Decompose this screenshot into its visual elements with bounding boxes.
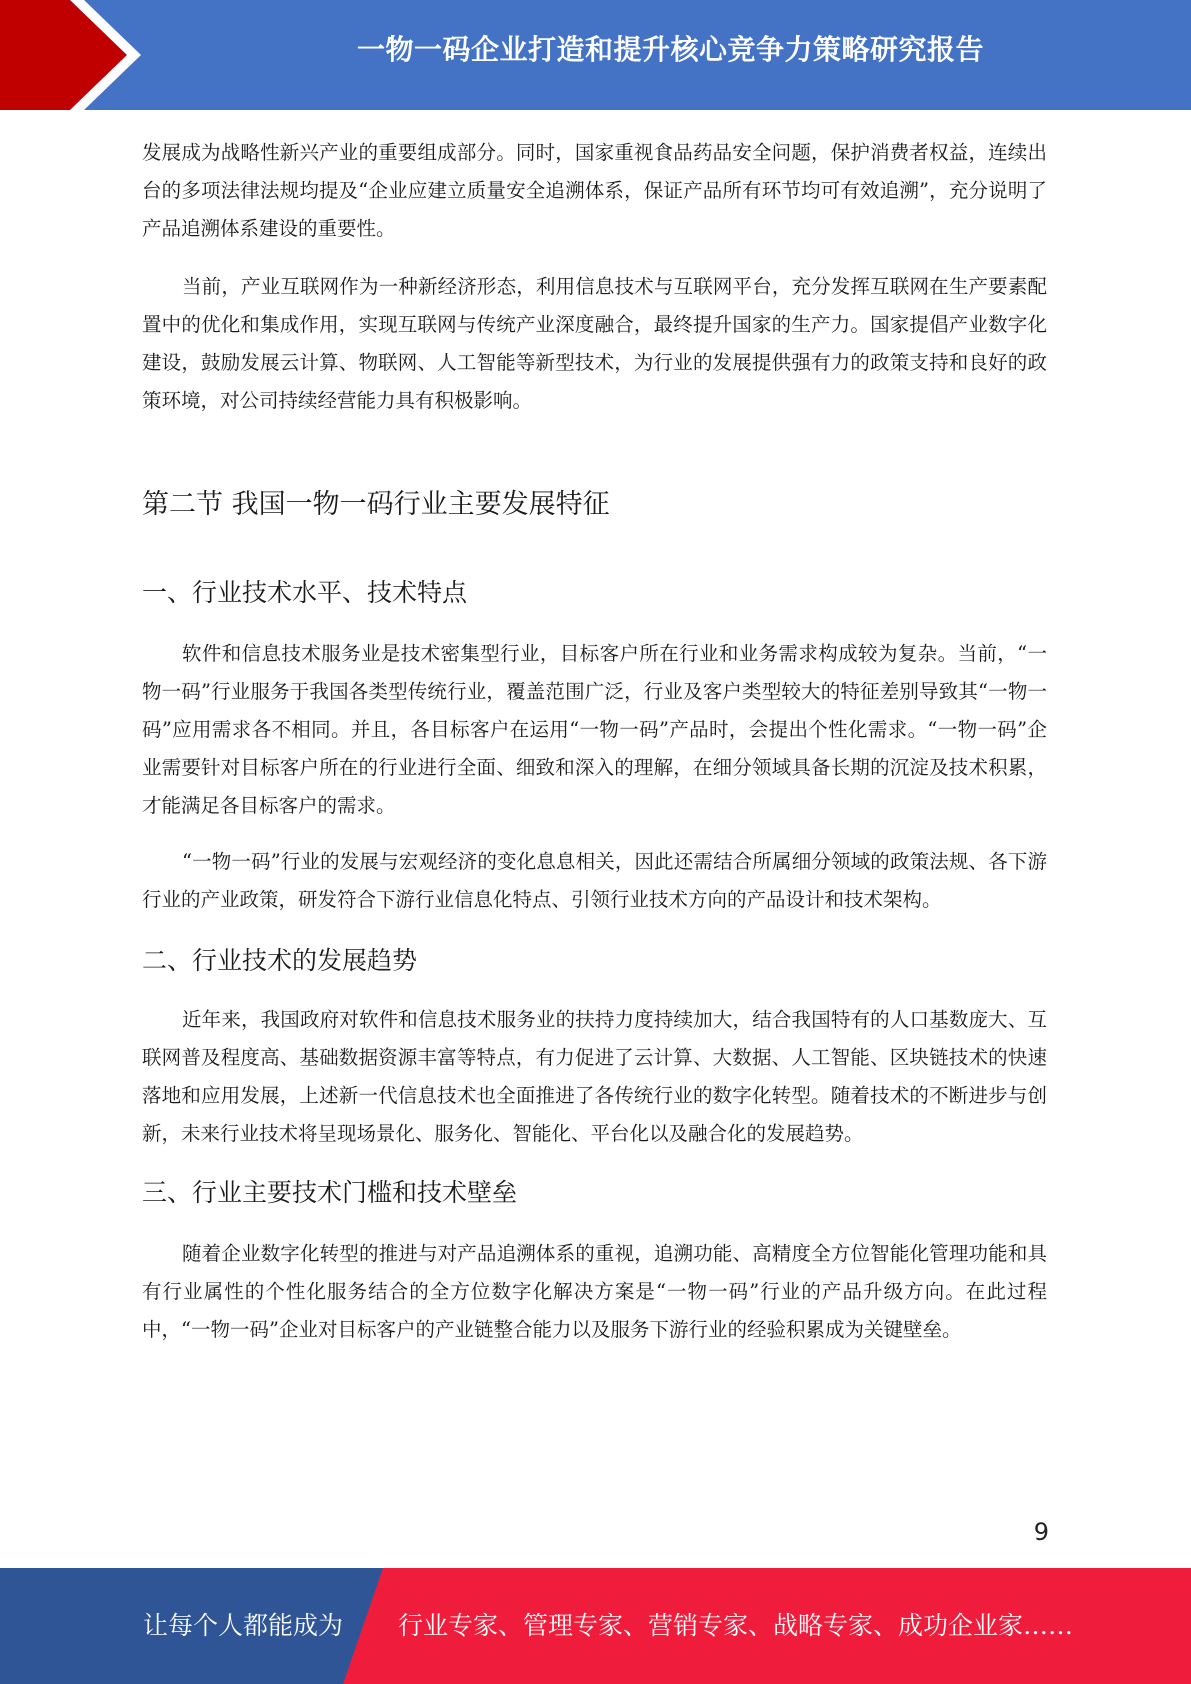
body-paragraph-1: 发展成为战略性新兴产业的重要组成部分。同时，国家重视食品药品安全问题，保护消费者权益，连续出台的多项法律法规均提及“企业应建立质量安全追溯体系，保证产品所有环节均可有效追溯”，充分说明了产品追溯体系建设的重要性。 xyxy=(142,141,1047,240)
report-title: 一物一码企业打造和提升核心竞争力策略研究报告 xyxy=(356,33,984,66)
subsection-1-paragraph-2: “一物一码”行业的发展与宏观经济的变化息息相关，因此还需结合所属细分领域的政策法规、各下游行业的产业政策，研发符合下游行业信息化特点、引领行业技术方向的产品设计和技术架构。 xyxy=(142,850,1047,911)
page-footer xyxy=(0,1568,1191,1684)
subsection-2-paragraph-1: 近年来，我国政府对软件和信息技术服务业的扶持力度持续加大，结合我国特有的人口基数庞大、互联网普及程度高、基础数据资源丰富等特点，有力促进了云计算、大数据、人工智能、区块链技术的快速落地和应用发展，上述新一代信息技术也全面推进了各传统行业的数字化转型。随着技术的不断进步与创新，未来行业技术将呈现场景化、服务化、智能化、平台化以及融合化的发展趋势。 xyxy=(142,1008,1047,1145)
body-paragraph-2: 当前，产业互联网作为一种新经济形态，利用信息技术与互联网平台，充分发挥互联网在生产要素配置中的优化和集成作用，实现互联网与传统产业深度融合，最终提升国家的生产力。国家提倡产业数字化建设，鼓励发展云计算、物联网、人工智能等新型技术，为行业的发展提供强有力的政策支持和良好的政策环境，对公司持续经营能力具有积极影响。 xyxy=(142,275,1047,412)
page-header xyxy=(0,0,1191,110)
page-number: 9 xyxy=(1033,1518,1049,1546)
footer-slogan-right: 行业专家、管理专家、营销专家、战略专家、成功企业家…… xyxy=(398,1611,1074,1640)
section-title: 第二节 我国一物一码行业主要发展特征 xyxy=(142,489,610,520)
footer-slogan-left: 让每个人都能成为 xyxy=(143,1611,344,1640)
subsection-title-1: 一、行业技术水平、技术特点 xyxy=(142,578,468,607)
subsection-title-2: 二、行业技术的发展趋势 xyxy=(142,946,418,975)
subsection-1-paragraph-1: 软件和信息技术服务业是技术密集型行业，目标客户所在行业和业务需求构成较为复杂。当前，“一物一码”行业服务于我国各类型传统行业，覆盖范围广泛，行业及客户类型较大的特征差别导致其“一物一码”应用需求各不相同。并且，各目标客户在运用“一物一码”产品时，会提出个性化需求。“一物一码”企业需要针对目标客户所在的行业进行全面、细致和深入的理解，在细分领域具备长期的沉淀及技术积累，才能满足各目标客户的需求。 xyxy=(142,642,1047,817)
subsection-3-paragraph-1: 随着企业数字化转型的推进与对产品追溯体系的重视，追溯功能、高精度全方位智能化管理功能和具有行业属性的个性化服务结合的全方位数字化解决方案是“一物一码”行业的产品升级方向。在此过程中，“一物一码”企业对目标客户的产业链整合能力以及服务下游行业的经验积累成为关键壁垒。 xyxy=(142,1242,1047,1341)
page-content xyxy=(142,134,1047,1349)
subsection-title-3: 三、行业主要技术门槛和技术壁垒 xyxy=(142,1178,518,1207)
